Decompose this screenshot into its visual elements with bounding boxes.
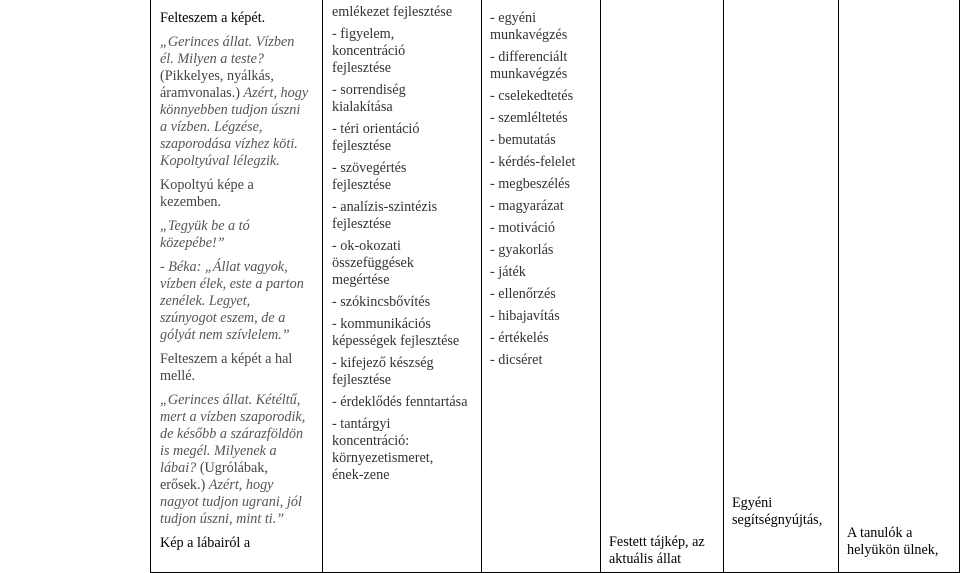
goal-item-line: kialakítása xyxy=(332,99,393,115)
quote-line: „Gerinces állat. Kétéltű, xyxy=(160,392,301,408)
answer-line: erősek.) xyxy=(160,477,206,493)
method-item-line: - szemléltetés xyxy=(490,110,568,126)
method-item-line: - értékelés xyxy=(490,330,549,346)
goal-item xyxy=(332,121,480,155)
method-item-line: munkavégzés xyxy=(490,27,568,43)
quote-line: szaporodása vízhez köti. xyxy=(160,136,298,152)
goal-item xyxy=(332,238,480,289)
goal-item-line: - téri orientáció xyxy=(332,121,420,137)
goal-item-line: - tantárgyi xyxy=(332,416,391,432)
activity-line: mellé. xyxy=(160,368,196,384)
goal-item-line: - kifejező készség xyxy=(332,355,434,371)
quote-line: Azért, hogy xyxy=(243,85,309,101)
answer-line: áramvonalas.) xyxy=(160,85,240,101)
quote-line: is megél. Milyenek a xyxy=(160,443,277,459)
goal-item-line: fejlesztése xyxy=(332,60,392,76)
quote-line: közepébe!” xyxy=(160,235,225,251)
goal-item xyxy=(332,316,480,350)
method-item-line: - kérdés-felelet xyxy=(490,154,576,170)
goal-item-line: - szövegértés xyxy=(332,160,407,176)
goal-item-line: ének-zene xyxy=(332,467,390,483)
method-item-line: - gyakorlás xyxy=(490,242,554,258)
table-border xyxy=(723,0,724,573)
quote-line: - Béka: „Állat vagyok, xyxy=(160,259,288,275)
table-border xyxy=(600,0,601,573)
quote-line: gólyát nem szívlelem.” xyxy=(160,327,290,343)
goal-item-line: emlékezet fejlesztése xyxy=(332,4,453,20)
table-border xyxy=(322,0,323,573)
goal-item-line: fejlesztése xyxy=(332,138,392,154)
method-item xyxy=(490,110,598,127)
goal-item-line: képességek fejlesztése xyxy=(332,333,460,349)
method-item-line: - bemutatás xyxy=(490,132,556,148)
goal-item-line: - kommunikációs xyxy=(332,316,431,332)
quote-line: él. Milyen a teste? xyxy=(160,51,265,67)
table-border xyxy=(481,0,482,573)
goal-item xyxy=(332,82,480,116)
method-item-line: - dicséret xyxy=(490,352,543,368)
goal-item xyxy=(332,4,480,21)
table-border xyxy=(150,0,151,573)
activity-line: Kopoltyú képe a xyxy=(160,177,254,193)
cell-line: Festett tájkép, az xyxy=(609,534,705,550)
quote-line: nagyot tudjon ugrani, jól xyxy=(160,494,302,510)
method-item-line: - ellenőrzés xyxy=(490,286,556,302)
goal-item-line: fejlesztése xyxy=(332,177,392,193)
goals-column xyxy=(332,4,480,489)
method-item xyxy=(490,242,598,259)
goal-item xyxy=(332,394,480,411)
activity-line: Felteszem a képét. xyxy=(160,10,266,26)
method-item-line: - cselekedtetés xyxy=(490,88,574,104)
method-item xyxy=(490,176,598,193)
cell-line: aktuális állat xyxy=(609,551,682,567)
organization-cell xyxy=(732,495,836,529)
quote-line: vízben élek, este a parton xyxy=(160,276,304,292)
quote-line: a vízben. Légzése, xyxy=(160,119,263,135)
method-item xyxy=(490,10,598,44)
goal-item-line: fejlesztése xyxy=(332,216,392,232)
goal-item-line: környezetismeret, xyxy=(332,450,434,466)
goal-item xyxy=(332,160,480,194)
activity-line: Kép a lábairól a xyxy=(160,535,251,551)
goal-item-line: megértése xyxy=(332,272,390,288)
quote-line: tudjon úszni, mint ti.” xyxy=(160,511,285,527)
goal-item-line: - érdeklődés fenntartása xyxy=(332,394,468,410)
notes-cell xyxy=(847,525,959,559)
goal-item-line: fejlesztése xyxy=(332,372,392,388)
goal-item xyxy=(332,199,480,233)
quote-line: „Tegyük be a tó xyxy=(160,218,250,234)
method-item xyxy=(490,88,598,105)
cell-line: helyükön ülnek, xyxy=(847,542,939,558)
method-item xyxy=(490,352,598,369)
table-border xyxy=(838,0,839,573)
quote-line: könnyebben tudjon úszni xyxy=(160,102,301,118)
method-item xyxy=(490,154,598,171)
quote-line: Azért, hogy xyxy=(208,477,274,493)
goal-item-line: - analízis-szintézis xyxy=(332,199,438,215)
method-item xyxy=(490,220,598,237)
method-item xyxy=(490,286,598,303)
method-item xyxy=(490,132,598,149)
method-item-line: munkavégzés xyxy=(490,66,568,82)
method-item-line: - egyéni xyxy=(490,10,537,26)
goal-item-line: - figyelem, xyxy=(332,26,395,42)
goal-item-line: koncentráció: xyxy=(332,433,410,449)
method-item-line: - motiváció xyxy=(490,220,556,236)
goal-item xyxy=(332,26,480,77)
method-item xyxy=(490,264,598,281)
quote-line: mert a vízben szaporodik, xyxy=(160,409,306,425)
goal-item-line: - sorrendiség xyxy=(332,82,406,98)
quote-line: „Gerinces állat. Vízben xyxy=(160,34,295,50)
quote-line: de később a szárazföldön xyxy=(160,426,304,442)
goal-item xyxy=(332,416,480,484)
goal-item-line: összefüggések xyxy=(332,255,414,271)
goal-item xyxy=(332,294,480,311)
method-item xyxy=(490,198,598,215)
quote-line: lábai? xyxy=(160,460,197,476)
method-item-line: - hibajavítás xyxy=(490,308,560,324)
cell-line: A tanulók a xyxy=(847,525,913,541)
goal-item-line: - szókincsbővítés xyxy=(332,294,431,310)
method-item-line: - játék xyxy=(490,264,526,280)
tools-cell xyxy=(609,534,721,568)
quote-line: zenélek. Legyet, xyxy=(160,293,251,309)
cell-line: Egyéni xyxy=(732,495,773,511)
method-item xyxy=(490,330,598,347)
activity-line: kezemben. xyxy=(160,194,222,210)
method-item xyxy=(490,308,598,325)
goal-item-line: - ok-okozati xyxy=(332,238,401,254)
answer-line: (Pikkelyes, nyálkás, xyxy=(160,68,274,84)
goal-item xyxy=(332,355,480,389)
answer-line: (Ugrólábak, xyxy=(199,460,268,476)
method-item-line: - magyarázat xyxy=(490,198,564,214)
activity-line: Felteszem a képét a hal xyxy=(160,351,293,367)
goal-item-line: koncentráció xyxy=(332,43,406,59)
method-item-line: - megbeszélés xyxy=(490,176,570,192)
activity-column xyxy=(160,10,320,552)
quote-line: szúnyogot eszem, de a xyxy=(160,310,286,326)
cell-line: segítségnyújtás, xyxy=(732,512,823,528)
methods-column xyxy=(490,10,598,374)
quote-line: Kopoltyúval lélegzik. xyxy=(160,153,280,169)
method-item-line: - differenciált xyxy=(490,49,568,65)
method-item xyxy=(490,49,598,83)
